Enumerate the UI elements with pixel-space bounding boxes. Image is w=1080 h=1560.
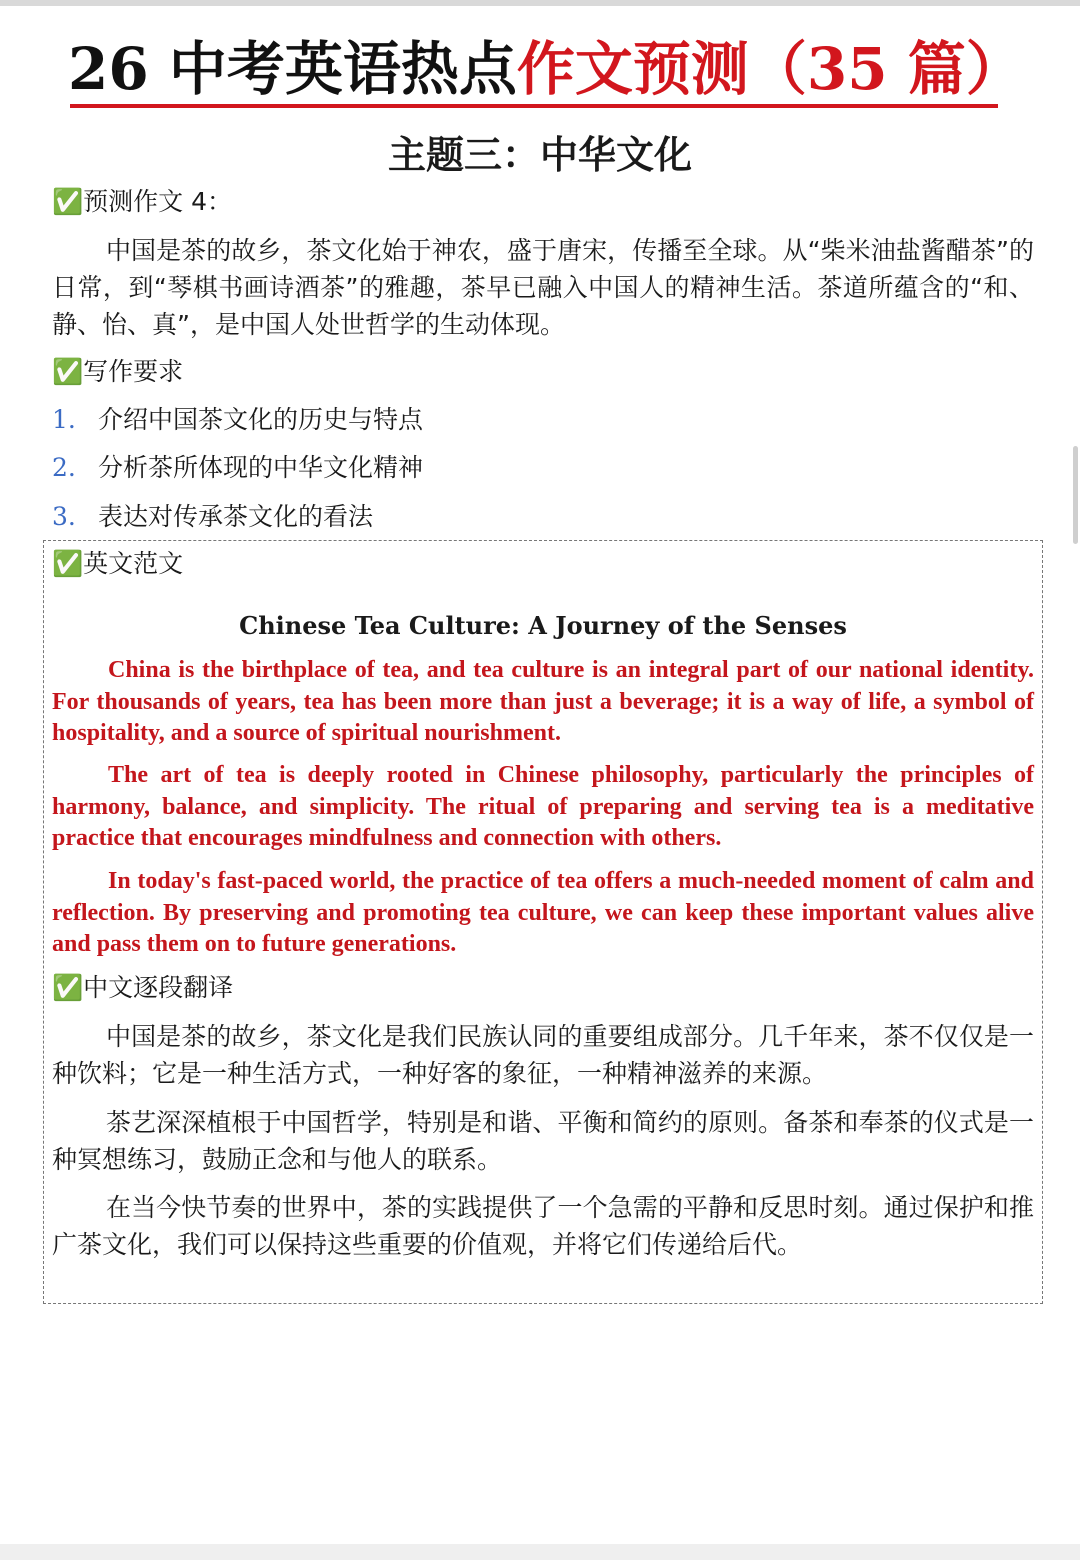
essay-title: Chinese Tea Culture: A Journey of the Senses — [239, 611, 847, 640]
theme-subtitle: 主题三：中华文化 — [387, 133, 692, 177]
requirement-text: 介绍中国茶文化的历史与特点 — [98, 405, 424, 434]
translation-paragraph-2: 茶艺深深植根于中国哲学，特别是和谐、平衡和简约的原则。备茶和奉茶的仪式是一种冥想练习，鼓励正念和与他人的联系。 — [52, 1108, 1034, 1174]
requirement-number: 2. — [52, 453, 76, 482]
requirement-number: 3. — [52, 502, 76, 531]
requirement-text: 表达对传承茶文化的看法 — [98, 502, 374, 531]
scrollbar-thumb[interactable] — [1073, 446, 1078, 544]
title-red-part: 作文预测（35 篇） — [516, 35, 1024, 103]
sample-essay-heading: ✅英文范文 — [52, 549, 184, 578]
page-title — [68, 28, 1024, 110]
requirement-text: 分析茶所体现的中华文化精神 — [98, 453, 424, 482]
requirement-item — [52, 402, 423, 438]
requirement-item — [52, 499, 373, 535]
requirement-number: 1. — [52, 405, 76, 434]
translation-paragraph-1: 中国是茶的故乡，茶文化是我们民族认同的重要组成部分。几千年来，茶不仅仅是一种饮料；它是一种生活方式，一种好客的象征，一种精神滋养的来源。 — [52, 1022, 1034, 1088]
essay-paragraph-2: The art of tea is deeply rooted in Chinese philosophy, particularly the principles of harmony, balance, and simplicity. The ritual of preparing and serving tea is a meditative practice that encourages mindfulness and connection with others. — [52, 762, 1034, 851]
title-underline — [70, 104, 998, 108]
essay-paragraph-3: In today's fast-paced world, the practice of tea offers a much-needed moment of calm and reflection. By preserving and promoting tea culture, we can keep these important values alive and pass them on to future generations. — [52, 868, 1034, 957]
translation-paragraph-3: 在当今快节奏的世界中，茶的实践提供了一个急需的平静和反思时刻。通过保护和推广茶文化，我们可以保持这些重要的价值观，并将它们传递给后代。 — [52, 1193, 1034, 1259]
requirement-item — [52, 450, 423, 486]
top-edge-bar — [0, 0, 1080, 6]
essay-paragraph-1: China is the birthplace of tea, and tea culture is an integral part of our national identity. For thousands of years, tea has been more than just a beverage; it is a way of life, a symbol of hospitality, and a source of spiritual nourishment. — [52, 657, 1034, 746]
intro-paragraph: 中国是茶的故乡，茶文化始于神农，盛于唐宋，传播至全球。从“柴米油盐酱醋茶”的日常，到“琴棋书画诗酒茶”的雅趣，茶早已融入中国人的精神生活。茶道所蕴含的“和、静、怡、真”，是中国人处世哲学的生动体现。 — [52, 236, 1034, 339]
title-black-part: 26 中考英语热点 — [68, 35, 517, 103]
requirements-heading: ✅写作要求 — [52, 357, 184, 386]
bottom-edge-bar — [0, 1544, 1080, 1560]
translation-heading: ✅中文逐段翻译 — [52, 973, 234, 1002]
prediction-heading: ✅预测作文 4： — [52, 187, 232, 216]
